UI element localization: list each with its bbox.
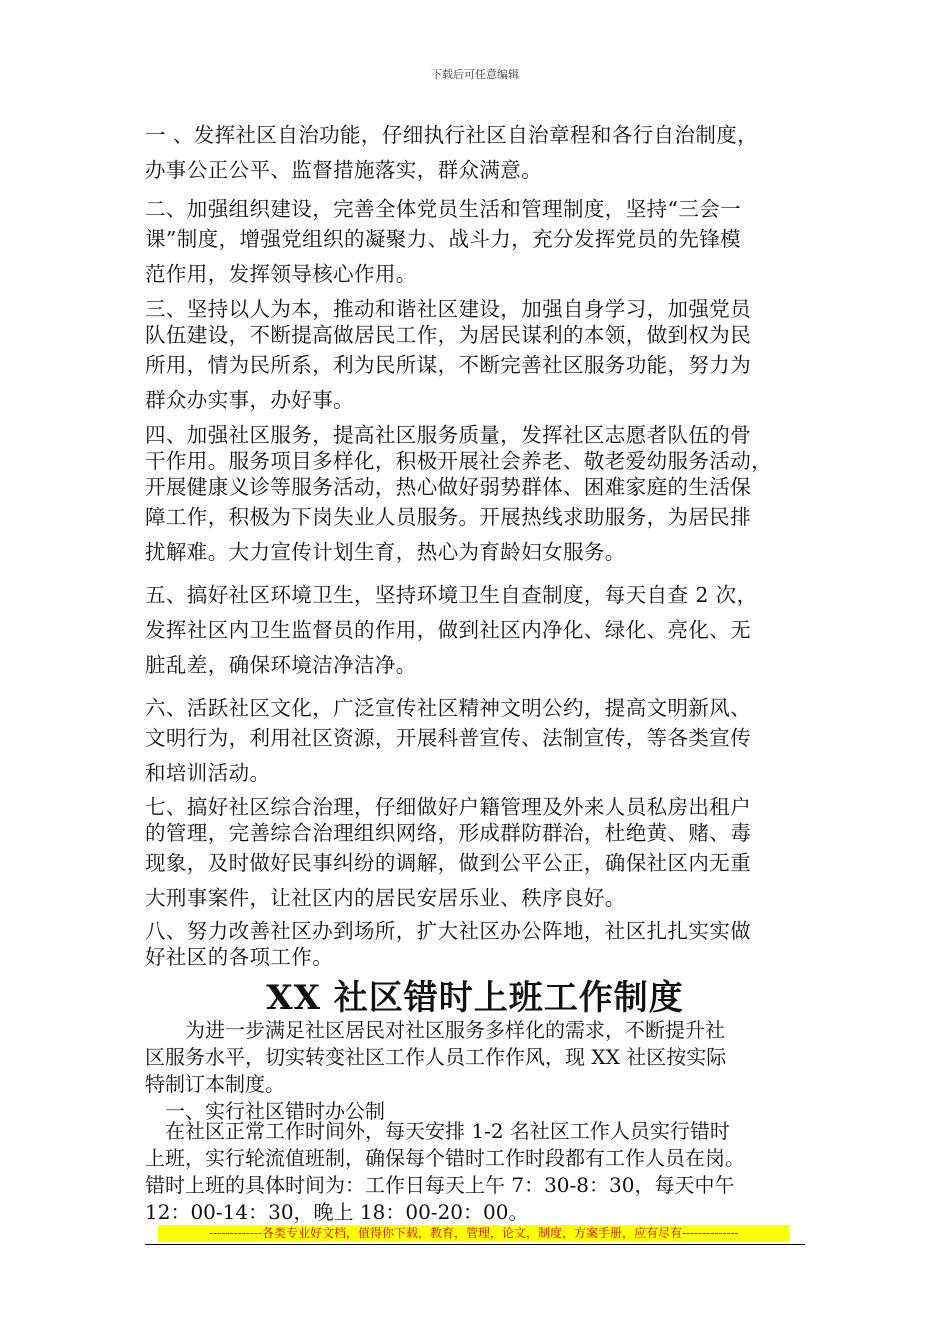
- paragraph-line: 和培训活动。: [145, 761, 271, 785]
- paragraph-line: 课”制度，增强党组织的凝聚力、战斗力，充分发挥党员的先锋模: [145, 227, 742, 251]
- paragraph-7: [145, 794, 805, 916]
- paragraph-line: 发挥社区内卫生监督员的作用，做到社区内净化、绿化、亮化、无: [145, 618, 752, 642]
- paragraph-3: [145, 296, 805, 418]
- paragraph-4: [145, 422, 805, 570]
- footer-banner: -------------各类专业好文档，值得你下载，教育，管理，论文，制度，方案手册，应有尽有--------------: [158, 1225, 790, 1242]
- paragraph-line: 脏乱差，确保环境洁净洁净。: [145, 653, 417, 677]
- paragraph-line: 三、坚持以人为本，推动和谐社区建设，加强自身学习，加强党员: [145, 297, 752, 321]
- paragraph-line: 办事公正公平、监督措施落实，群众满意。: [145, 158, 543, 182]
- paragraph-8: [145, 918, 805, 970]
- header-note: 下载后可任意编辑: [431, 68, 519, 81]
- paragraph-line: 一 、发挥社区自治功能，仔细执行社区自治章程和各行自治制度，: [145, 123, 759, 147]
- detail-line: 上班，实行轮流值班制，确保每个错时工作时段都有工作人员在岗。: [145, 1146, 745, 1170]
- paragraph-line: 大刑事案件，让社区内的居民安居乐业、秩序良好。: [145, 886, 626, 910]
- paragraph-5: [145, 578, 805, 683]
- paragraph-line: 干作用。服务项目多样化，积极开展社会养老、敬老爱幼服务活动，: [145, 449, 772, 473]
- paragraph-1: [145, 118, 805, 188]
- paragraph-line: 六、活跃社区文化，广泛宣传社区精神文明公约，提高文明新风、: [145, 696, 752, 720]
- paragraph-line: 的管理，完善综合治理组织网络，形成群防群治，杜绝黄、赌、毒: [145, 821, 752, 845]
- paragraph-line: 现象，及时做好民事纠纷的调解，做到公平公正，确保社区内无重: [145, 851, 752, 875]
- paragraph-line: 四、加强社区服务，提高社区服务质量，发挥社区志愿者队伍的骨: [145, 423, 752, 447]
- paragraph-line: 所用，情为民所系，利为民所谋，不断完善社区服务功能，努力为: [145, 353, 752, 377]
- intro-line: 区服务水平，切实转变社区工作人员工作作风，现 XX 社区按实际: [145, 1045, 727, 1069]
- paragraph-line: 八、努力改善社区办到场所，扩大社区办公阵地，社区扎扎实实做: [145, 919, 752, 943]
- detail-line: 在社区正常工作时间外，每天安排 1-2 名社区工作人员实行错时: [145, 1119, 730, 1143]
- paragraph-line: 队伍建设，不断提高做居民工作，为居民谋利的本领，做到权为民: [145, 323, 752, 347]
- paragraph-6: [145, 695, 805, 791]
- paragraph-line: 好社区的各项工作。: [145, 945, 334, 969]
- detail-paragraph: [145, 1118, 815, 1226]
- paragraph-line: 二、加强组织建设，完善全体党员生活和管理制度，坚持“三会一: [145, 197, 742, 221]
- paragraph-line: 开展健康义诊等服务活动，热心做好弱势群体、困难家庭的生活保: [145, 475, 752, 499]
- subheading-text: 一、实行社区错时办公制: [145, 1099, 385, 1123]
- intro-line: 为进一步满足社区居民对社区服务多样化的需求，不断提升社: [145, 1018, 725, 1042]
- paragraph-2: [145, 196, 805, 292]
- intro-paragraph: [145, 1017, 815, 1098]
- paragraph-line: 范作用，发挥领导核心作用。: [145, 262, 417, 286]
- detail-line: 错时上班的具体时间为：工作日每天上午 7：30-8：30，每天中午: [145, 1173, 735, 1197]
- section-title: XX 社区错时上班工作制度: [266, 978, 684, 1018]
- paragraph-line: 五、搞好社区环境卫生，坚持环境卫生自查制度，每天自查 2 次，: [145, 583, 758, 607]
- intro-line: 特制订本制度。: [145, 1072, 285, 1096]
- detail-line: 12：00-14：30，晚上 18：00-20：00。: [145, 1200, 529, 1224]
- paragraph-line: 七、搞好社区综合治理，仔细做好户籍管理及外来人员私房出租户: [145, 795, 752, 819]
- paragraph-line: 文明行为，利用社区资源，开展科普宣传、法制宣传，等各类宣传: [145, 726, 752, 750]
- paragraph-line: 群众办实事，办好事。: [145, 388, 354, 412]
- paragraph-line: 扰解难。大力宣传计划生育，热心为育龄妇女服务。: [145, 540, 626, 564]
- footer-divider: [145, 1244, 805, 1245]
- paragraph-line: 障工作，积极为下岗失业人员服务。开展热线求助服务，为居民排: [145, 505, 752, 529]
